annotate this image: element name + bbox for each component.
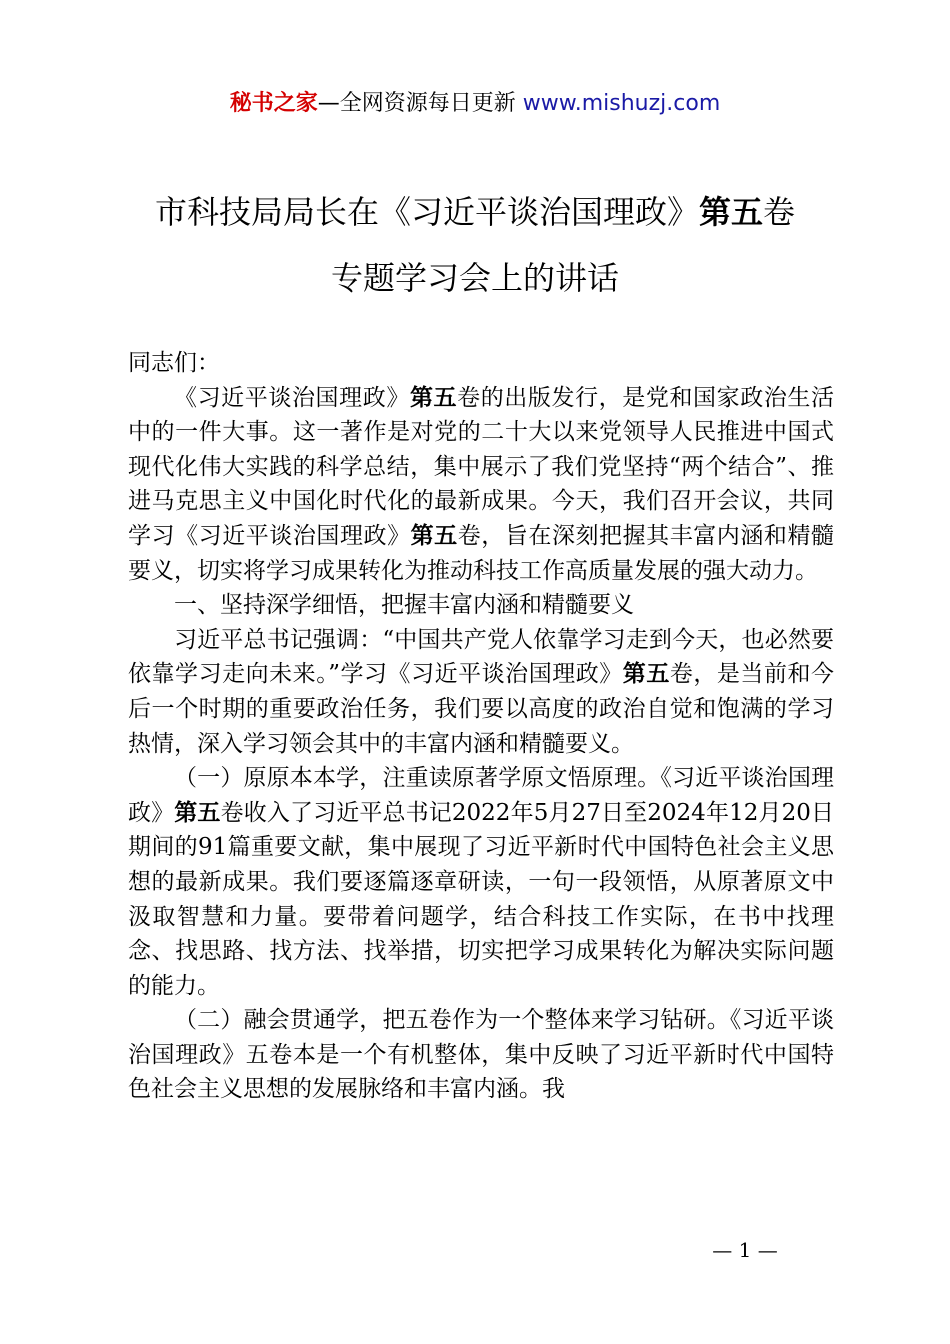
p1-bold-d: 第五 xyxy=(410,521,458,549)
p1-text-c: 卷的出版发行，是党和国家政治生活中的一件大事。这一著作是对党的二十大以来党领导人民推进中国式现代化伟大实践的科学总结，集中展示了我们党坚持“两个结合”、推进马克思主义中国化时代化的最新成果。今天，我们召开会议，共同学习《习近平谈治国理政》 xyxy=(128,384,835,549)
p3-bold-b: 第五 xyxy=(174,798,221,826)
site-banner xyxy=(0,88,950,120)
section-heading-1: 一、坚持深学细悟，把握丰富内涵和精髓要义 xyxy=(174,592,634,619)
title-part-a: 市科技局局长在《习近平谈治国理政》 xyxy=(154,193,699,231)
document-title-line-2: 专题学习会上的讲话 xyxy=(330,259,619,297)
document-body xyxy=(128,346,834,1107)
p3-text-a: （一）原原本本学，注重读原著学原文悟原理。《习近平谈治国理政》 xyxy=(128,765,834,826)
banner-brand: 秘书之家 xyxy=(229,91,318,116)
paragraph-4: （二）融会贯通学，把五卷作为一个整体来学习钻研。《习近平谈治国理政》五卷本是一个有机整体，集中反映了习近平新时代中国特色社会主义思想的发展脉络和丰富内涵。我 xyxy=(128,1007,834,1103)
p1-text-e: 卷，旨在深刻把握其丰富内涵和精髓要义，切实将学习成果转化为推动科技工作高质量发展的强大动力。 xyxy=(128,522,835,584)
greeting: 同志们： xyxy=(128,350,220,376)
p2-text-a: 习近平总书记强调：“中国共产党人依靠学习走到今天，也必然要依靠学习走向未来。”学习《习近平谈治国理政》 xyxy=(128,626,834,688)
title-part-b-bold: 第五 xyxy=(698,193,763,231)
title-part-c: 卷 xyxy=(763,193,796,231)
p1-bold-b: 第五 xyxy=(409,383,458,411)
banner-url-link[interactable]: www.mishuzj.com xyxy=(522,91,721,116)
p3-text-c: 卷收入了习近平总书记2022年5月27日至2024年12月20日期间的91篇重要文献，集中展现了习近平新时代中国特色社会主义思想的最新成果。我们要逐篇逐章研读，一句一段领悟，从原著原文中汲取智慧和力量。要带着问题学，结合科技工作实际，在书中找理念、找思路、找方法、找举措，切实把学习成果转化为解决实际问题的能力。 xyxy=(128,799,835,999)
paragraph-1 xyxy=(128,381,834,589)
document-title-line-1 xyxy=(0,190,950,234)
p2-bold-b: 第五 xyxy=(622,660,670,688)
banner-text: —全网资源每日更新 xyxy=(317,91,523,116)
page-number: — 1 — xyxy=(712,1238,778,1262)
p2-text-c: 卷，是当前和今后一个时期的重要政治任务，我们要以高度的政治自觉和饱满的学习热情，深入学习领会其中的丰富内涵和精髓要义。 xyxy=(128,661,835,757)
p1-text-a: 《习近平谈治国理政》 xyxy=(174,384,410,411)
paragraph-3 xyxy=(128,761,834,1003)
paragraph-2 xyxy=(128,623,834,761)
